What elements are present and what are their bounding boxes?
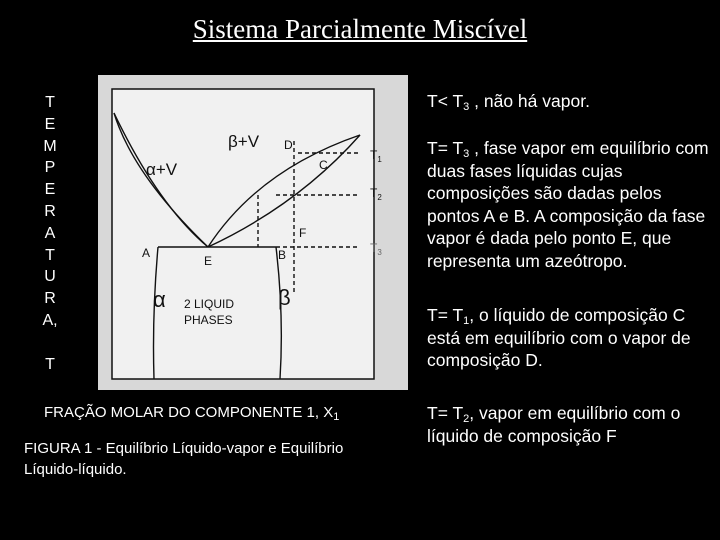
- page-title: Sistema Parcialmente Miscível: [192, 14, 528, 44]
- statement-t-equals-t1: $T= T_1$, o líquido de composição C está em equilíbrio com o vapor de composição D.: [427, 305, 691, 370]
- y-axis-letter: A,: [42, 311, 58, 329]
- y-axis-symbol: T: [45, 355, 55, 373]
- y-axis-letter: R: [44, 202, 56, 220]
- statement-t-equals-t2: $T= T_2$, vapor em equilíbrio com o líquido de composição F: [427, 403, 681, 446]
- point-e-label: E: [204, 254, 213, 268]
- y-axis-letter: R: [44, 290, 56, 308]
- alpha-region-label: α: [153, 287, 166, 312]
- beta-v-region-label: β+V: [228, 132, 260, 151]
- x-axis-caption: FRAÇÃO MOLAR DO COMPONENTE 1, $X_1$: [44, 404, 340, 423]
- y-axis-label: [40, 92, 60, 376]
- y-axis-letter: T: [45, 94, 55, 111]
- statement-t-below-t3: $T< T_3$ , não há vapor.: [427, 91, 590, 113]
- statement-t-equals-t3: $T= T_3$ , fase vapor em equilíbrio com duas fases líquidas cujas composições são dadas pelos pontos A e B. A composição da fase vapor é dada pelo ponto E, que representa um azeótropo.: [427, 138, 709, 271]
- point-a-label: A: [142, 246, 151, 260]
- two-liquid-label-1: 2 LIQUID: [184, 297, 235, 311]
- point-b-label: B: [278, 248, 287, 262]
- beta-region-label: β: [278, 285, 291, 310]
- y-axis-letter: T: [45, 246, 55, 264]
- y-axis-letter: M: [43, 137, 57, 155]
- phase-diagram: [98, 75, 408, 390]
- point-d-label: D: [284, 138, 293, 152]
- point-c-label: C: [319, 158, 328, 172]
- y-axis-letter: A: [44, 224, 56, 242]
- y-axis-letter: U: [44, 268, 56, 286]
- y-axis-letter: E: [44, 115, 56, 133]
- alpha-v-region-label: α+V: [146, 160, 178, 179]
- figure-caption: FIGURA 1 - Equilíbrio Líquido-vapor e Equilíbrio Líquido-líquido.: [24, 440, 344, 478]
- t3-label: $T_3$: [370, 241, 382, 257]
- point-f-label: F: [299, 226, 307, 240]
- y-axis-letter: P: [44, 159, 56, 177]
- two-liquid-label-2: PHASES: [184, 313, 233, 327]
- t1-label: $T_1$: [370, 148, 382, 164]
- y-axis-letter: E: [44, 181, 56, 199]
- t2-label: $T_2$: [370, 186, 382, 202]
